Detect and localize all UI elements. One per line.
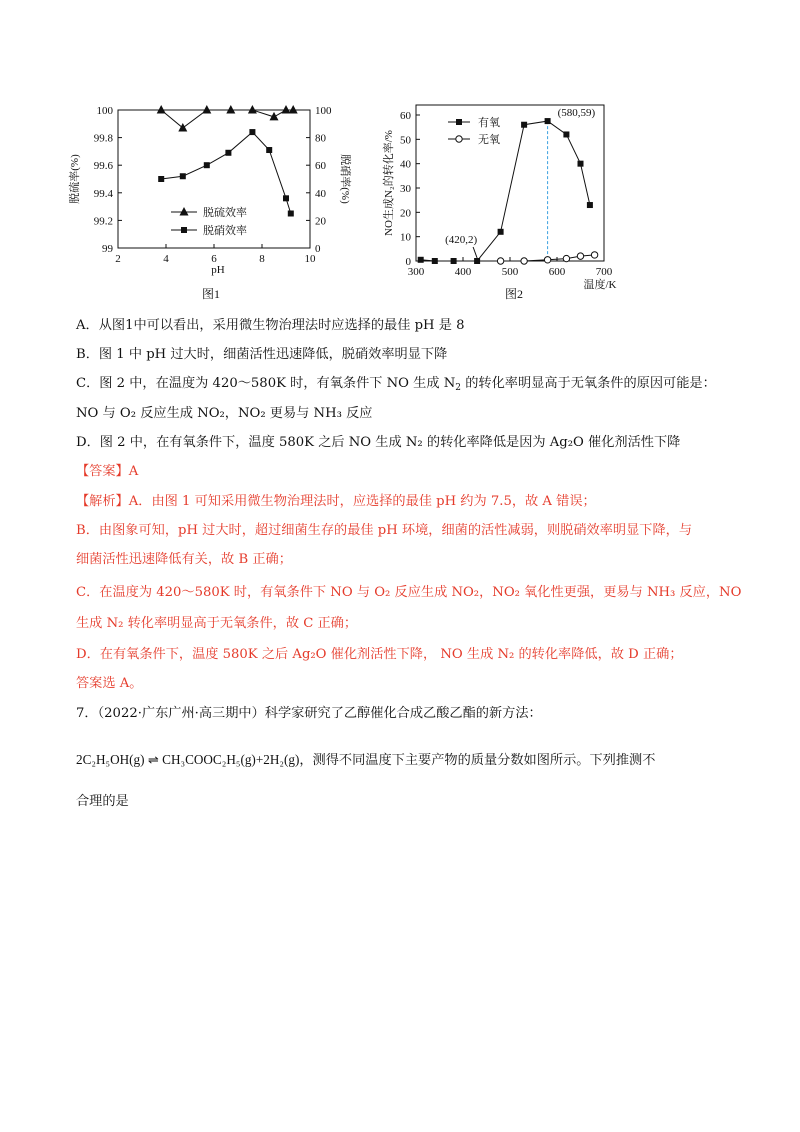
y-tick-label: 40 [400, 158, 411, 171]
y-tick-label: 30 [400, 183, 411, 195]
legend-marker-triangle [180, 207, 189, 216]
data-point-square [249, 129, 255, 135]
y-right-tick-label: 100 [315, 105, 332, 117]
figure-2 [370, 95, 630, 295]
data-point-square [266, 147, 272, 153]
data-point-triangle [178, 123, 187, 132]
series-line-2 [161, 132, 291, 213]
y-left-tick-label: 99.8 [93, 132, 113, 145]
y-tick-label: 0 [405, 256, 411, 268]
data-point-square [180, 173, 186, 179]
x-tick-label: 700 [595, 266, 613, 278]
figure-1-chart [60, 95, 351, 295]
y-right-tick-label: 80 [315, 132, 326, 145]
figure-1-caption: 图1 [202, 287, 221, 301]
option-b: B．图 1 中 pH 过大时，细菌活性迅速降低，脱硝效率明显下降 [76, 347, 448, 362]
data-point-circle [497, 258, 503, 264]
option-c-line1 [76, 374, 716, 394]
y-tick-label: 60 [400, 110, 411, 122]
question-7-continued: ，测得不同温度下主要产物的质量分数如图所示。下列推测不 [299, 752, 656, 767]
y-tick-label: 50 [400, 134, 411, 147]
option-c-text-a: C．图 2 中，在温度为 420～580K 时，有氧条件下 NO 生成 N [76, 376, 456, 391]
explanation-conclusion: 答案选 A。 [76, 676, 143, 691]
legend-label-1: 脱硫效率 [203, 207, 247, 219]
data-point-square [432, 258, 438, 264]
y-left-tick-label: 100 [96, 105, 113, 117]
figure-2-caption: 图2 [505, 287, 524, 301]
data-point-triangle [289, 105, 298, 114]
option-d: D．图 2 中，在有氧条件下，温度 580K 之后 NO 生成 N₂ 的转化率降低是因为 Ag₂O 催化剂活性下降 [76, 435, 681, 450]
x-tick-label: 2 [115, 253, 121, 265]
legend-label-1: 有氧 [478, 117, 500, 129]
data-point-triangle [157, 105, 166, 114]
y-right-tick-label: 0 [315, 243, 321, 255]
legend-label-2: 无氧 [478, 134, 500, 146]
y-left-tick-label: 99 [102, 243, 113, 255]
question-7-end: 合理的是 [76, 794, 129, 809]
data-point-triangle [226, 105, 235, 114]
x-tick-label: 4 [163, 253, 169, 265]
legend-label-2: 脱硝效率 [203, 225, 247, 237]
data-point-square [288, 211, 294, 217]
y-right-tick-label: 20 [315, 215, 326, 228]
y-left-tick-label: 99.2 [93, 215, 113, 228]
y-right-axis-label: 脱硝率(%) [339, 154, 351, 204]
explanation-a: 【解析】A．由图 1 可知采用微生物治理法时，应选择的最佳 pH 约为 7.5，故 A 错误； [76, 494, 596, 509]
data-point-square [451, 258, 457, 264]
option-c-text-b: 的转化率明显高于无氧条件的原因可能是： [461, 376, 716, 391]
y-left-axis-label: 脱硫率(%) [69, 154, 81, 204]
option-c-line2: NO 与 O₂ 反应生成 NO₂，NO₂ 更易与 NH₃ 反应 [76, 406, 373, 421]
data-point-square [158, 176, 164, 182]
y-axis-label: NO生成N₂的转化率/% [383, 130, 395, 236]
explanation-b-line1: B．由图象可知，pH 过大时，超过细菌生存的最佳 pH 环境，细菌的活性减弱，则脱硝效率明显下降，与 [76, 523, 693, 538]
y-tick-label: 10 [400, 231, 411, 244]
x-tick-label: 300 [407, 266, 425, 278]
legend-marker-circle [456, 136, 462, 142]
data-point-square [563, 131, 569, 137]
x-tick-label: 10 [304, 253, 316, 265]
data-point-square [225, 150, 231, 156]
data-point-triangle [248, 105, 257, 114]
legend-marker-square [181, 227, 187, 233]
data-point-circle [591, 252, 597, 258]
data-point-square [283, 195, 289, 201]
option-c-subscript: 2 [455, 383, 462, 393]
data-point-square [587, 202, 593, 208]
annotation-peak: (580,59) [557, 107, 596, 119]
x-axis-label: 温度/K [583, 279, 617, 291]
y-left-tick-label: 99.6 [93, 160, 113, 173]
reaction-equation: 2C₂H₅OH(g) ⇌ CH₃COOC₂H₅(g)+2H₂(g) [76, 752, 300, 767]
explanation-d: D．在有氧条件下，温度 580K 之后 Ag₂O 催化剂活性下降， NO 生成 N₂ 的转化率降低，故 D 正确； [76, 647, 683, 662]
x-tick-label: 8 [259, 253, 265, 265]
explanation-b-line2: 细菌活性迅速降低有关，故 B 正确； [76, 552, 292, 567]
option-a: A．从图1中可以看出，采用微生物治理法时应选择的最佳 pH 是 8 [76, 318, 465, 333]
data-point-triangle [202, 105, 211, 114]
annotation-start: (420,2) [445, 234, 478, 246]
explanation-c-line2: 生成 N₂ 转化率明显高于无氧条件，故 C 正确； [76, 616, 358, 631]
x-axis-label: pH [211, 264, 225, 276]
data-point-square [521, 122, 527, 128]
legend-marker-square [456, 119, 462, 125]
x-tick-label: 400 [454, 266, 472, 278]
data-point-circle [521, 258, 527, 264]
figure-2-chart [370, 95, 630, 295]
data-point-circle [577, 253, 583, 259]
y-tick-label: 20 [400, 207, 411, 220]
data-point-square [418, 257, 424, 263]
x-tick-label: 6 [211, 253, 217, 265]
data-point-circle [563, 255, 569, 261]
data-point-square [474, 258, 480, 264]
answer: 【答案】A [76, 464, 139, 479]
data-point-square [545, 118, 551, 124]
explanation-c-line1: C．在温度为 420～580K 时，有氧条件下 NO 与 O₂ 反应生成 NO₂，NO₂ 氧化性更强，更易与 NH₃ 反应，NO [76, 585, 742, 600]
x-tick-label: 500 [501, 266, 519, 278]
data-point-triangle [282, 105, 291, 114]
annotation-start-pointer [473, 247, 477, 258]
figure-1 [60, 95, 351, 295]
reaction-equation-line [76, 749, 655, 768]
data-point-square [578, 161, 584, 167]
data-point-circle [544, 257, 550, 263]
y-right-tick-label: 60 [315, 160, 326, 173]
question-7: 7．（2022·广东广州·高三期中）科学家研究了乙醇催化合成乙酸乙酯的新方法： [76, 706, 542, 721]
data-point-square [498, 229, 504, 235]
x-tick-label: 600 [548, 266, 566, 278]
data-point-square [204, 162, 210, 168]
y-right-tick-label: 40 [315, 187, 326, 200]
y-left-tick-label: 99.4 [93, 187, 113, 200]
